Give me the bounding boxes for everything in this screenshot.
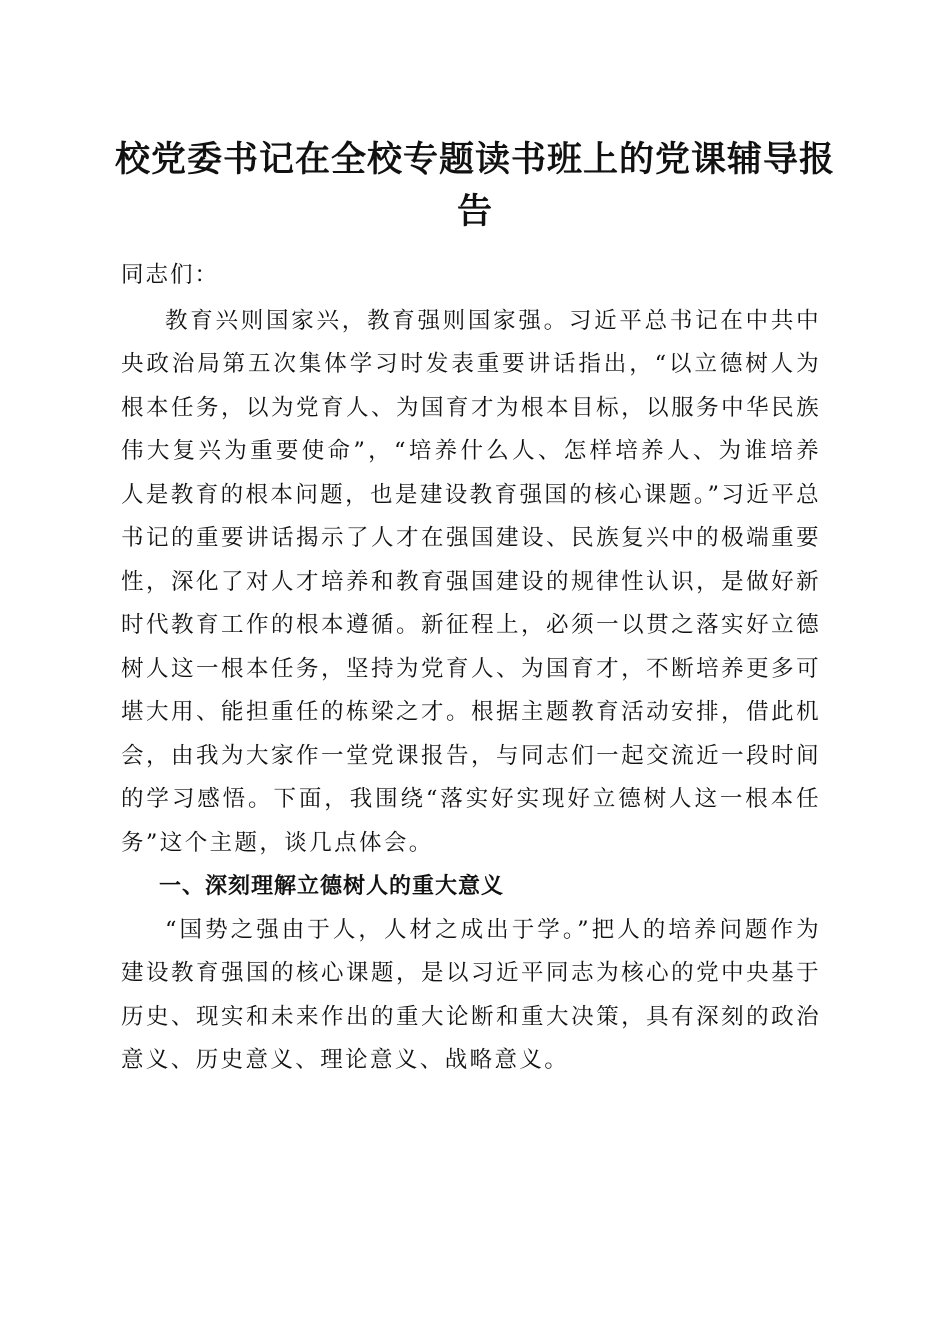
salutation: 同志们： [121, 262, 220, 288]
document-body [121, 254, 821, 1083]
document-title: 校党委书记在全校专题读书班上的党课辅导报告 [114, 139, 835, 232]
intro-paragraph: 教育兴则国家兴，教育强则国家强。习近平总书记在中共中央政治局第五次集体学习时发表重要讲话指出，“以立德树人为根本任务，以为党育人、为国育才为根本目标，以服务中华民族伟大复兴为重要使命”，“培养什么人、怎样培养人、为谁培养人是教育的根本问题，也是建设教育强国的核心课题。”习近平总书记的重要讲话揭示了人才在强国建设、民族复兴中的极端重要性，深化了对人才培养和教育强国建设的规律性认识，是做好新时代教育工作的根本遵循。新征程上，必须一以贯之落实好立德树人这一根本任务，坚持为党育人、为国育才，不断培养更多可堪大用、能担重任的栋梁之才。根据主题教育活动安排，借此机会，由我为大家作一堂党课报告，与同志们一起交流近一段时间的学习感悟。下面，我围绕“落实好实现好立德树人这一根本任务”这个主题，谈几点体会。 [121, 307, 821, 856]
section-heading: 一、深刻理解立德树人的重大意义 [159, 874, 505, 899]
section-paragraph: “国势之强由于人，人材之成出于学。”把人的培养问题作为建设教育强国的核心课题，是以习近平同志为核心的党中央基于历史、现实和未来作出的重大论断和重大决策，具有深刻的政治意义、历史意义、理论意义、战略意义。 [121, 916, 821, 1073]
